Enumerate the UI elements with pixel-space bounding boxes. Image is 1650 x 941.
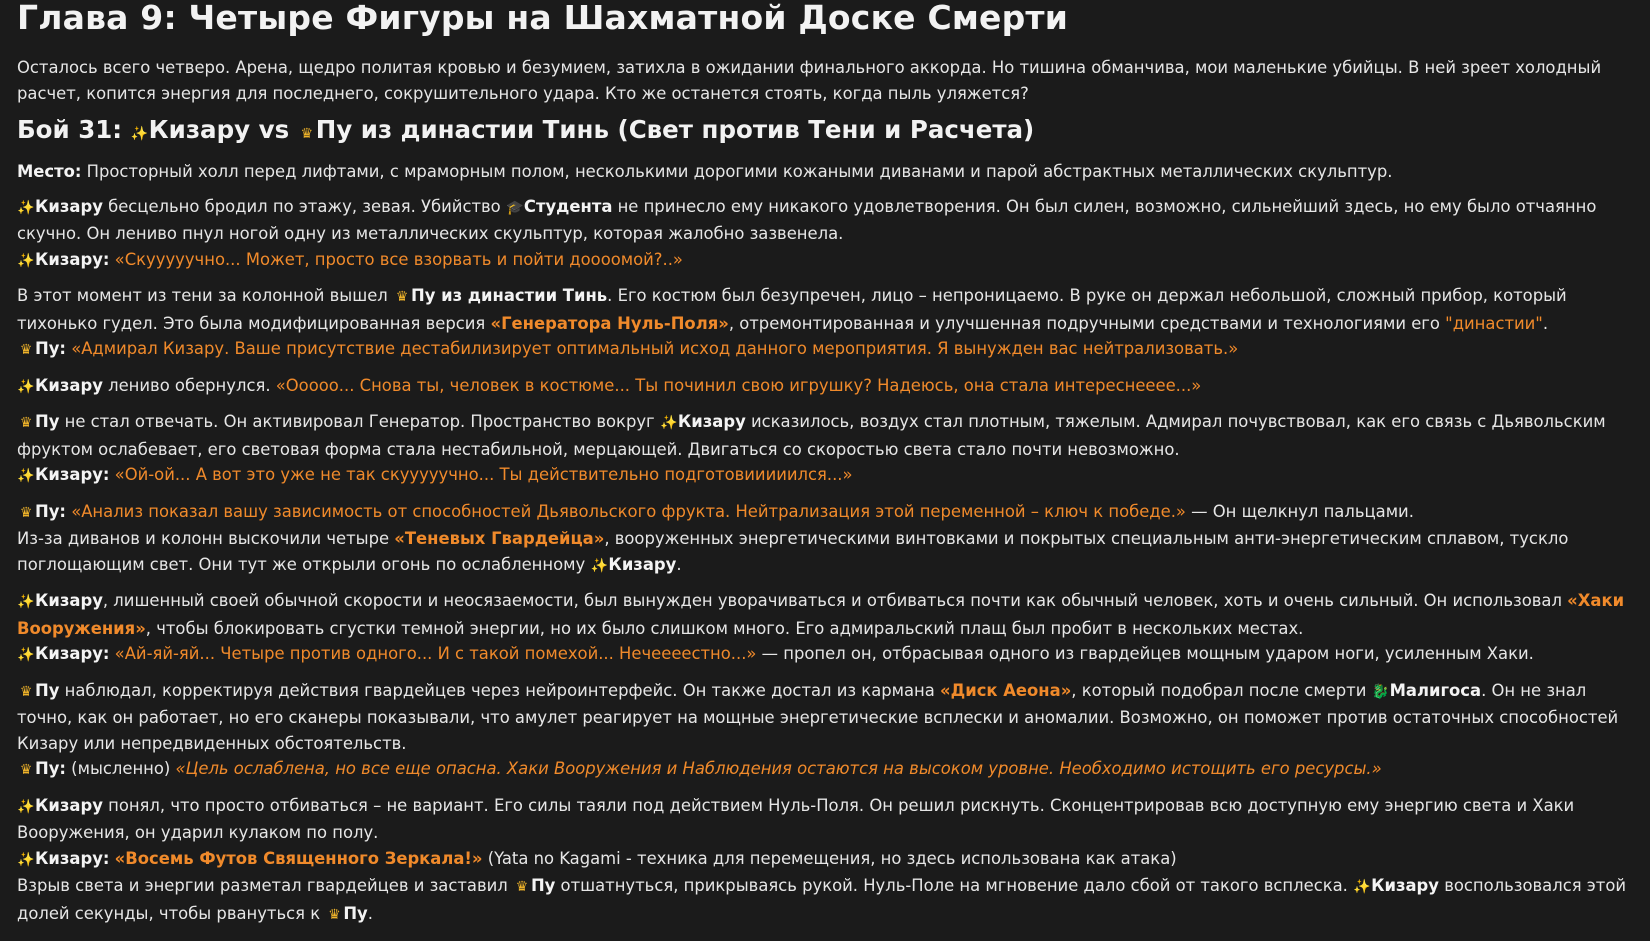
place-paragraph: Место: Просторный холл перед лифтами, с мраморным полом, несколькими дорогими кожаными диванами и парой абстрактных металлических скульптур. xyxy=(17,162,1393,181)
place-label: Место: xyxy=(17,162,82,181)
dialogue-line: ♛ Пу: «Адмирал Кизару. Ваше присутствие дестабилизирует оптимальный исход данного мероприятия. Я вынужден вас нейтрализовать.» xyxy=(17,336,1633,364)
quote: «Ооооо... Снова ты, человек в костюме... Ты починил свою игрушку? Надеюсь, она стала интереснееее...» xyxy=(275,375,1202,395)
crown-icon: ♛ xyxy=(19,504,33,521)
sparkles-icon: ✨ xyxy=(17,647,35,663)
technique-name: «Восемь Футов Священного Зеркала!» xyxy=(114,848,483,868)
paragraph: ♛ Пу наблюдал, корректируя действия гвардейцев через нейроинтерфейс. Он также достал из кармана «Диск Аеона», который подобрал после смерти 🐉Малигоса. Он не знал точно, как он работает, но его сканеры показывали, что амулет реагирует на мощные энергетические всплески и аномалии. Возможно, он поможет против остаточных способностей Кизару или непредвиденных обстоятельств. xyxy=(17,680,1619,753)
item-name: «Теневых Гвардейца» xyxy=(394,529,605,548)
crown-icon: ♛ xyxy=(395,289,409,305)
dialogue-line: ♛ Пу: «Анализ показал вашу зависимость от способностей Дьявольского фрукта. Нейтрализация этой переменной – ключ к победе.» — Он щелкнул пальцами. xyxy=(17,499,1633,527)
crown-icon: ♛ xyxy=(328,906,341,923)
dialogue-line: ✨Кизару: «Ай-яй-яй... Четыре против одного... И с такой помехой... Нечеееестно...» — пропел он, отбрасывая одного из гвардейцев мощным ударом ноги, усиленным Хаки. xyxy=(17,641,1633,669)
sparkles-icon: ✨ xyxy=(17,851,35,868)
graduation-cap-icon: 🎓 xyxy=(506,199,524,216)
dialogue-line: ✨Кизару: «Ой-ой... А вот это уже не так скууууучно... Ты действительно подготовииииился...» xyxy=(17,462,1633,490)
intro-paragraph: Осталось всего четверо. Арена, щедро политая кровью и безумием, затихла в ожидании финального аккорда. Но тишина обманчива, мои маленькие убийцы. В ней зреет холодный расчет, копится энергия для последнего, сокрушительного удара. Кто же останется стоять, когда пыль уляжется? xyxy=(17,58,1602,103)
chapter-title: Глава 9: Четыре Фигуры на Шахматной Доске Смерти xyxy=(17,0,1069,37)
paragraph: Взрыв света и энергии разметал гвардейцев и заставил ♛ Пу отшатнуться, прикрываясь рукой. Нуль-Поле на мгновение дало сбой от такого всплеска. ✨Кизару воспользовался этой долей секунды, чтобы рвануться к ♛ Пу. xyxy=(17,873,1633,928)
dialogue-line: ✨Кизару: «Восемь Футов Священного Зеркала!» (Yata no Kagami - техника для перемещения, но здесь использована как атака) xyxy=(17,846,1633,874)
sparkles-icon: ✨ xyxy=(17,252,35,269)
dialogue-line: ✨Кизару: «Скууууучно... Может, просто все взорвать и пойти доооомой?..» xyxy=(17,247,1633,275)
crown-icon: ♛ xyxy=(19,762,33,778)
sparkles-icon: ✨ xyxy=(17,594,35,610)
fight-heading: Бой 31: ✨Кизару vs ♛ Пу из династии Тинь (Свет против Тени и Расчета) xyxy=(17,115,1633,149)
paragraph: В этот момент из тени за колонной вышел ♛ Пу из династии Тинь. Его костюм был безупречен, лицо – непроницаемо. В руке он держал небольшой, сложный прибор, который тихонько гудел. Это была модифицированная версия «Генератора Нуль-Поля», отремонтированная и улучшенная подручными средствами и технологиями его "династии". xyxy=(17,286,1567,333)
quote: «Ай-яй-яй... Четыре против одного... И с такой помехой... Нечеееестно...» xyxy=(114,644,757,663)
quote: «Адмирал Кизару. Ваше присутствие дестабилизирует оптимальный исход данного мероприятия. Я вынужден вас нейтрализовать.» xyxy=(71,339,1239,358)
sparkles-icon: ✨ xyxy=(17,378,35,395)
paragraph: ✨Кизару, лишенный своей обычной скорости и неосязаемости, был вынужден уворачиваться и отбиваться почти как обычный человек, хоть и очень сильный. Он использовал «Хаки Вооружения», чтобы блокировать сгустки темной энергии, но их было слишком много. Его адмиральский плащ был пробит в нескольких местах. xyxy=(17,591,1625,638)
paragraph: ✨Кизару бесцельно бродил по этажу, зевая. Убийство 🎓Студента не принесло ему никакого удовлетворения. Он был силен, возможно, сильнейший здесь, но ему было отчаянно скучно. Он лениво пнул ногой одну из металлических скульптур, которая жалобно зазвенела. xyxy=(17,196,1597,243)
sparkles-icon: ✨ xyxy=(17,199,35,216)
quote: «Анализ показал вашу зависимость от способностей Дьявольского фрукта. Нейтрализация этой переменной – ключ к победе.» xyxy=(71,501,1186,521)
item-name: «Генератора Нуль-Поля» xyxy=(490,313,729,333)
quote: «Цель ослаблена, но все еще опасна. Хаки Вооружения и Наблюдения остаются на высоком уровне. Необходимо истощить его ресурсы.» xyxy=(175,759,1382,778)
crown-icon: ♛ xyxy=(300,126,314,142)
dragon-icon: 🐉 xyxy=(1371,683,1390,700)
item-name: «Хаки Вооружения» xyxy=(17,591,1625,638)
crown-icon: ♛ xyxy=(19,683,33,700)
crown-icon: ♛ xyxy=(19,342,33,358)
sparkles-icon: ✨ xyxy=(590,557,609,574)
sparkles-icon: ✨ xyxy=(660,415,678,431)
sparkles-icon: ✨ xyxy=(17,798,35,815)
crown-icon: ♛ xyxy=(515,879,529,895)
crown-icon: ♛ xyxy=(19,415,33,431)
dialogue-line: ♛ Пу: (мысленно) «Цель ослаблена, но все еще опасна. Хаки Вооружения и Наблюдения остаются на высоком уровне. Необходимо истощить его ресурсы.» xyxy=(17,756,1633,784)
paragraph: ✨Кизару понял, что просто отбиваться – не вариант. Его силы таяли под действием Нуль-Поля. Он решил рискнуть. Сконцентрировав всю доступную ему энергию света и Хаки Вооружения, он ударил кулаком по полу. xyxy=(17,795,1575,842)
sparkles-icon: ✨ xyxy=(1353,879,1371,895)
item-name: «Диск Аеона» xyxy=(940,680,1072,700)
paragraph: Из-за диванов и колонн выскочили четыре «Теневых Гвардейца», вооруженных энергетическими винтовками и покрытых специальным анти-энергетическим сплавом, тускло поглощающим свет. Они тут же открыли огонь по ослабленному ✨Кизару. xyxy=(17,526,1633,579)
sparkles-icon: ✨ xyxy=(130,126,149,142)
quote: «Скууууучно... Может, просто все взорвать и пойти доооомой?..» xyxy=(114,249,683,269)
paragraph: ✨Кизару лениво обернулся. «Ооооо... Снова ты, человек в костюме... Ты починил свою игрушку? Надеюсь, она стала интереснееее...» xyxy=(17,373,1633,401)
sparkles-icon: ✨ xyxy=(17,468,35,484)
quote: «Ой-ой... А вот это уже не так скууууучно... Ты действительно подготовииииился...» xyxy=(114,465,853,484)
paragraph: ♛ Пу не стал отвечать. Он активировал Генератор. Пространство вокруг ✨Кизару исказилось, воздух стал плотным, тяжелым. Адмирал почувствовал, как его связь с Дьявольским фруктом ослабевает, его световая форма стала нестабильной, мерцающей. Двигаться со скоростью света стало почти невозможно. xyxy=(17,412,1606,459)
